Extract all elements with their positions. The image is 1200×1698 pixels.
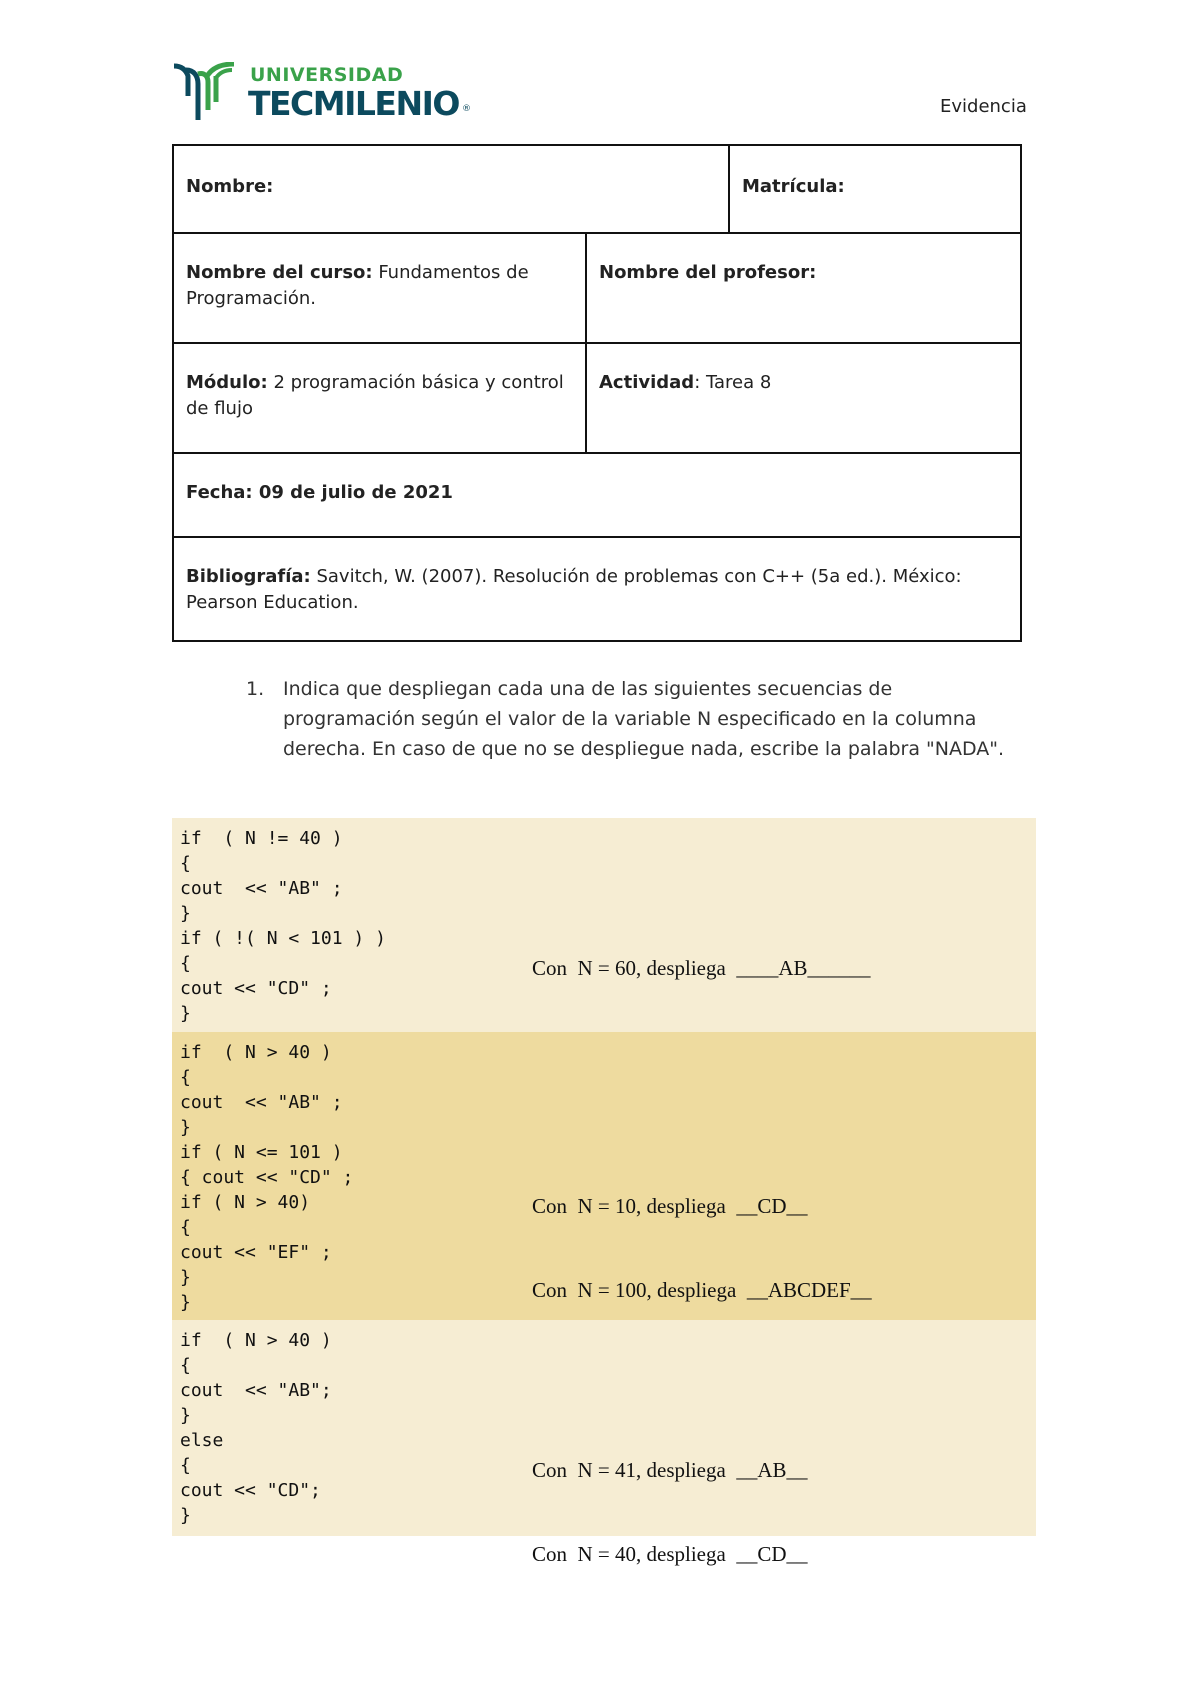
university-logo <box>172 62 492 124</box>
logo-tecmilenio-text: TECMILENIO <box>248 84 459 123</box>
answer-value[interactable]: ____AB______ <box>736 956 871 980</box>
answer-value[interactable]: __CD__ <box>736 1542 808 1566</box>
module-field <box>174 370 585 422</box>
professor-label: Nombre del profesor: <box>599 262 817 283</box>
date-field: Fecha: 09 de julio de 2021 <box>186 482 453 503</box>
answer-prompt: Con N = 60, despliega <box>532 956 737 980</box>
table-divider <box>174 232 1020 234</box>
course-field <box>174 260 585 312</box>
name-label: Nombre: <box>186 176 274 197</box>
answer-line <box>532 1456 808 1484</box>
exercise-block-2 <box>172 1032 1036 1320</box>
professor-field[interactable] <box>587 260 1020 286</box>
bibliography-field <box>174 564 1020 616</box>
answer-prompt: Con N = 10, despliega <box>532 1194 737 1218</box>
question-text: Indica que despliegan cada una de las siguientes secuencias de programación según el valor de la variable N especificado en la columna derecha. En caso de que no se despliegue nada, escribe la palabra "NADA". <box>283 678 1005 760</box>
module-value: 2 programación básica y control de flujo <box>186 372 564 419</box>
course-label: Nombre del curso: <box>186 262 373 283</box>
code-snippet: if ( N != 40 ) { cout << "AB" ; } if ( !( N < 101 ) ) { cout << "CD" ; } <box>180 828 386 1024</box>
bibliography-value: Savitch, W. (2007). Resolución de problemas con C++ (5a ed.). México: Pearson Education. <box>186 566 962 613</box>
exercise-block-1 <box>172 818 1036 1032</box>
question-number: 1. <box>246 678 265 700</box>
answer-list <box>532 1400 808 1624</box>
student-id-field[interactable] <box>730 174 1020 200</box>
activity-value: : Tarea 8 <box>694 372 772 393</box>
activity-label: Actividad <box>599 372 695 393</box>
course-value: Fundamentos de Programación. <box>186 262 529 309</box>
student-info-table <box>172 144 1022 642</box>
student-id-label: Matrícula: <box>742 176 845 197</box>
answer-line <box>532 1192 872 1220</box>
activity-field <box>587 370 1020 396</box>
answer-line <box>532 1540 808 1568</box>
answer-value[interactable]: __AB__ <box>736 1458 808 1482</box>
module-label: Módulo: <box>186 372 268 393</box>
logo-university-text: UNIVERSIDAD <box>250 64 404 86</box>
table-divider <box>174 536 1020 538</box>
answer-prompt: Con N = 40, despliega <box>532 1542 737 1566</box>
answer-value[interactable]: __CD__ <box>736 1194 808 1218</box>
logo-registered-mark: ® <box>462 104 471 114</box>
answer-value[interactable]: __ABCDEF__ <box>746 1278 872 1302</box>
evidence-label: Evidencia <box>940 96 1027 117</box>
answer-line <box>532 954 871 982</box>
exercise-block-3 <box>172 1320 1036 1566</box>
tecmilenio-logo-icon <box>172 62 246 122</box>
code-snippet: if ( N > 40 ) { cout << "AB"; } else { cout << "CD"; } <box>180 1330 332 1526</box>
table-divider <box>174 342 1020 344</box>
answer-line <box>532 1276 872 1304</box>
code-snippet: if ( N > 40 ) { cout << "AB" ; } if ( N <= 101 ) { cout << "CD" ; if ( N > 40) { cout << "EF" ; } } <box>180 1042 354 1313</box>
answer-prompt: Con N = 100, despliega <box>532 1278 747 1302</box>
table-divider <box>174 452 1020 454</box>
name-field[interactable] <box>174 174 728 200</box>
bibliography-label: Bibliografía: <box>186 566 311 587</box>
answer-prompt: Con N = 41, despliega <box>532 1458 737 1482</box>
